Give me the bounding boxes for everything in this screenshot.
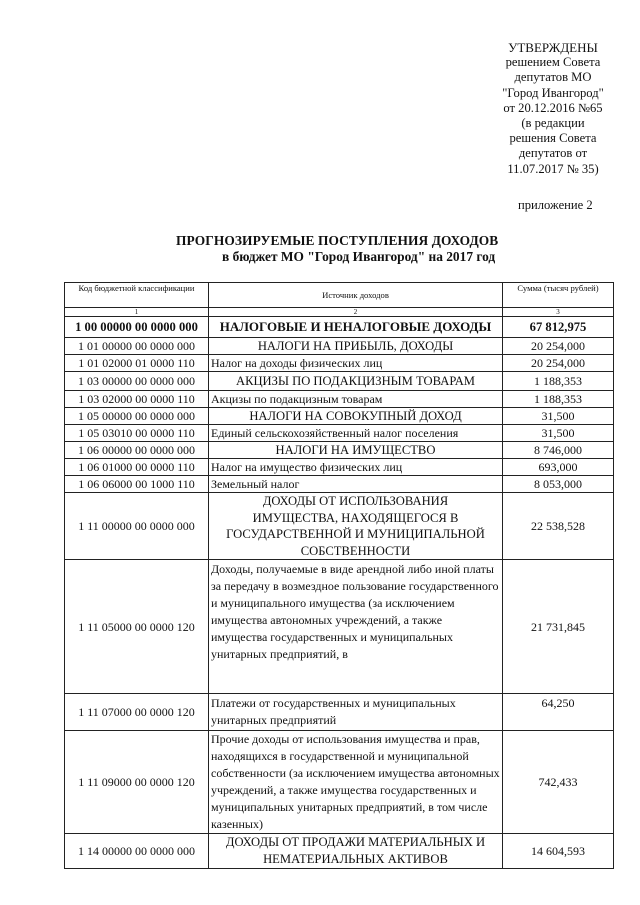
- row-code: 1 14 00000 00 0000 000: [65, 834, 209, 869]
- column-number: 1: [65, 308, 209, 317]
- table-row: [65, 459, 614, 476]
- column-number: 2: [209, 308, 503, 317]
- row-code: 1 03 02000 00 0000 110: [65, 391, 209, 408]
- row-sum: 1 188,353: [503, 391, 614, 408]
- row-code: 1 03 00000 00 0000 000: [65, 372, 209, 391]
- table-header-row: [65, 283, 614, 308]
- table-row: [65, 338, 614, 355]
- approval-line: "Город Ивангород": [502, 85, 604, 100]
- table-row: [65, 372, 614, 391]
- table-row: [65, 834, 614, 869]
- row-sum: 31,500: [503, 408, 614, 425]
- row-name: НАЛОГИ НА ПРИБЫЛЬ, ДОХОДЫ: [209, 338, 503, 355]
- row-sum: 21 731,845: [503, 560, 614, 694]
- revenue-table: [64, 282, 614, 869]
- row-code: 1 01 02000 01 0000 110: [65, 355, 209, 372]
- row-code: 1 00 00000 00 0000 000: [65, 317, 209, 338]
- row-name: НАЛОГИ НА ИМУЩЕСТВО: [209, 442, 503, 459]
- row-name: Прочие доходы от использования имущества и прав, находящихся в государственной и муниципальной собственности (за исключением имущества автономных учреждений, а также имущества государственных и муниципальных унитарных предприятий, в том числе казенных): [209, 731, 503, 834]
- row-code: 1 05 00000 00 0000 000: [65, 408, 209, 425]
- approval-line: решения Совета: [509, 131, 597, 146]
- row-name: НАЛОГИ НА СОВОКУПНЫЙ ДОХОД: [209, 408, 503, 425]
- row-sum: 1 188,353: [503, 372, 614, 391]
- row-name: ДОХОДЫ ОТ ПРОДАЖИ МАТЕРИАЛЬНЫХ И НЕМАТЕРИАЛЬНЫХ АКТИВОВ: [209, 834, 503, 869]
- row-code: 1 05 03010 00 0000 110: [65, 425, 209, 442]
- row-sum: 8 746,000: [503, 442, 614, 459]
- header-source: Источник доходов: [209, 283, 503, 308]
- row-sum: 64,250: [503, 694, 614, 731]
- table-row: [65, 731, 614, 834]
- approval-line: УТВЕРЖДЕНЫ: [508, 40, 598, 55]
- header-sum: Сумма (тысяч рублей): [503, 283, 614, 308]
- row-code: 1 01 00000 00 0000 000: [65, 338, 209, 355]
- row-code: 1 06 06000 00 1000 110: [65, 476, 209, 493]
- row-code: 1 11 07000 00 0000 120: [65, 694, 209, 731]
- approval-line: от 20.12.2016 №65: [503, 100, 603, 115]
- header-code: Код бюджетной классификации: [65, 283, 209, 308]
- row-code: 1 06 01000 00 0000 110: [65, 459, 209, 476]
- document-subtitle: в бюджет МО "Город Ивангород" на 2017 год: [222, 249, 496, 264]
- row-sum: 67 812,975: [503, 317, 614, 338]
- row-sum: 693,000: [503, 459, 614, 476]
- row-name: Платежи от государственных и муниципальных унитарных предприятий: [209, 694, 503, 731]
- table-row: [65, 408, 614, 425]
- approval-line: решением Совета: [505, 55, 601, 70]
- table-row: [65, 476, 614, 493]
- table-row: [65, 560, 614, 694]
- approval-line: (в редакции: [521, 116, 585, 131]
- table-row: [65, 317, 614, 338]
- row-sum: 8 053,000: [503, 476, 614, 493]
- row-code: 1 11 00000 00 0000 000: [65, 493, 209, 560]
- row-sum: 22 538,528: [503, 493, 614, 560]
- row-name: ДОХОДЫ ОТ ИСПОЛЬЗОВАНИЯ ИМУЩЕСТВА, НАХОДЯЩЕГОСЯ В ГОСУДАРСТВЕННОЙ И МУНИЦИПАЛЬНОЙ СОБСТВЕННОСТИ: [209, 493, 503, 560]
- row-code: 1 11 05000 00 0000 120: [65, 560, 209, 694]
- table-row: [65, 355, 614, 372]
- row-sum: 31,500: [503, 425, 614, 442]
- table-row: [65, 493, 614, 560]
- row-sum: 742,433: [503, 731, 614, 834]
- row-sum: 14 604,593: [503, 834, 614, 869]
- approval-line: 11.07.2017 № 35): [507, 161, 599, 176]
- column-number-row: [65, 308, 614, 317]
- table-row: [65, 694, 614, 731]
- row-name: Доходы, получаемые в виде арендной либо иной платы за передачу в возмездное пользование государственного и муниципального имущества (за исключением имущества автономных учреждений, а также имущества государственных и муниципальных унитарных предприятий, в: [209, 560, 503, 694]
- row-sum: 20 254,000: [503, 338, 614, 355]
- column-number: 3: [503, 308, 614, 317]
- table-row: [65, 391, 614, 408]
- row-code: 1 06 00000 00 0000 000: [65, 442, 209, 459]
- approval-block: [478, 40, 628, 177]
- table-row: [65, 425, 614, 442]
- row-name: АКЦИЗЫ ПО ПОДАКЦИЗНЫМ ТОВАРАМ: [209, 372, 503, 391]
- row-name: Земельный налог: [209, 476, 503, 493]
- row-name: Налог на имущество физических лиц: [209, 459, 503, 476]
- row-sum: 20 254,000: [503, 355, 614, 372]
- table-row: [65, 442, 614, 459]
- approval-line: депутатов от: [518, 146, 588, 161]
- row-name: Акцизы по подакцизным товарам: [209, 391, 503, 408]
- approval-line: депутатов МО: [514, 70, 592, 85]
- row-code: 1 11 09000 00 0000 120: [65, 731, 209, 834]
- document-title: ПРОГНОЗИРУЕМЫЕ ПОСТУПЛЕНИЯ ДОХОДОВ: [176, 233, 499, 248]
- row-name: Единый сельскохозяйственный налог поселения: [209, 425, 503, 442]
- row-name: Налог на доходы физических лиц: [209, 355, 503, 372]
- row-name: НАЛОГОВЫЕ И НЕНАЛОГОВЫЕ ДОХОДЫ: [209, 317, 503, 338]
- appendix-label: приложение 2: [518, 198, 593, 212]
